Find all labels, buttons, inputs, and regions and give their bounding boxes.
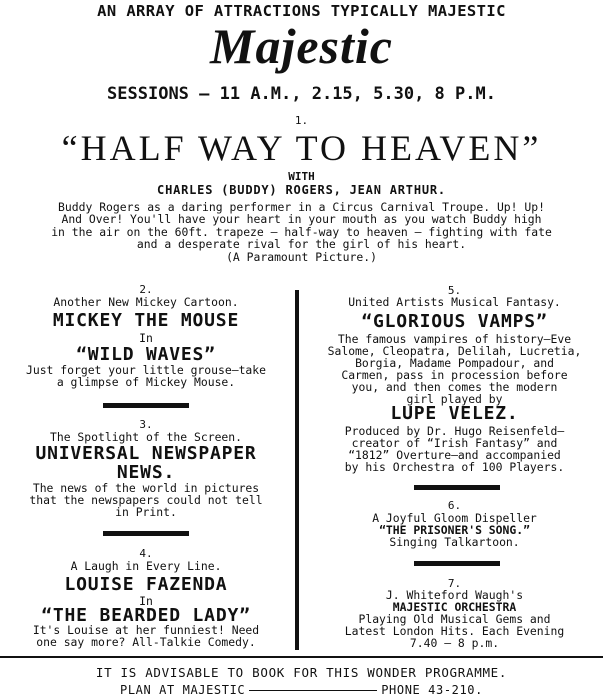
item5-desc-line: Salome, Cleopatra, Delilah, Lucretia,: [327, 344, 582, 358]
column-divider: [295, 290, 299, 650]
feature-desc-line: (A Paramount Picture.): [226, 249, 377, 264]
item2-subtitle: “WILD WAVES”: [76, 344, 216, 365]
feature-desc-line: in the air on the 60ft. trapeze — half-way to heaven — fighting with fate: [51, 224, 552, 239]
item7-desc-line: Latest London Hits. Each Evening: [344, 624, 565, 638]
item4-title: LOUISE FAZENDA: [64, 574, 228, 595]
separator-bar: [414, 561, 500, 566]
item7-intro: J. Whiteford Waugh's: [385, 588, 524, 602]
plan-location: PLAN AT MAJESTIC: [120, 683, 246, 697]
item3-title-line1: UNIVERSAL NEWSPAPER: [35, 443, 257, 464]
item2-desc-line: a glimpse of Mickey Mouse.: [56, 375, 236, 389]
item5-intro: United Artists Musical Fantasy.: [348, 295, 561, 309]
item6-number: 6.: [447, 499, 462, 512]
item6-title: “THE PRISONER'S SONG.”: [379, 523, 530, 537]
item7-number: 7.: [447, 577, 462, 590]
item3-number: 3.: [139, 418, 153, 431]
phone-number: PHONE 43-210.: [381, 683, 483, 697]
item3-desc-line: The news of the world in pictures: [32, 481, 260, 495]
separator-bar: [103, 531, 189, 536]
feature-stars: CHARLES (BUDDY) ROGERS, JEAN ARTHUR.: [157, 183, 446, 197]
item5-credit-line: by his Orchestra of 100 Players.: [344, 460, 565, 474]
separator-bar: [103, 403, 189, 408]
item4-in: In: [139, 594, 153, 608]
leader-rule: [249, 690, 377, 691]
item5-desc-line: Carmen, pass in procession before: [341, 368, 568, 382]
item2-in: In: [139, 331, 153, 345]
item7-desc-line: Playing Old Musical Gems and: [358, 612, 551, 626]
item3-desc-line: that the newspapers could not tell: [29, 493, 263, 507]
item4-desc-line: one say more? All-Talkie Comedy.: [36, 635, 256, 649]
item3-desc-line: in Print.: [115, 505, 177, 519]
item4-desc-line: It's Louise at her funniest! Need: [32, 623, 260, 637]
item2-number: 2.: [139, 283, 153, 296]
booking-advice: IT IS ADVISABLE TO BOOK FOR THIS WONDER PROGRAMME.: [95, 665, 508, 680]
item5-credit-line: “1812” Overture—and accompanied: [348, 448, 561, 462]
separator-bar: [414, 485, 500, 490]
item4-subtitle: “THE BEARDED LADY”: [41, 605, 251, 626]
item5-desc-line: you, and then comes the modern: [351, 380, 558, 394]
item5-number: 5.: [447, 284, 462, 297]
item4-number: 4.: [139, 547, 153, 560]
item5-desc-line: girl played by: [406, 392, 503, 406]
item7-title: MAJESTIC ORCHESTRA: [392, 600, 517, 614]
session-times: SESSIONS — 11 A.M., 2.15, 5.30, 8 P.M.: [107, 84, 496, 104]
item2-title: MICKEY THE MOUSE: [52, 310, 240, 331]
item4-intro: A Laugh in Every Line.: [70, 559, 222, 573]
item5-desc-line: Borgia, Madame Pompadour, and: [355, 356, 554, 370]
feature-with-label: WITH: [288, 170, 315, 183]
item5-credit-line: Produced by Dr. Hugo Reisenfeld—: [344, 424, 565, 438]
item5-credit-line: creator of “Irish Fantasy” and: [351, 436, 558, 450]
item5-title: “GLORIOUS VAMPS”: [361, 311, 548, 332]
theatre-title: Majestic: [210, 18, 393, 74]
item7-desc-line: 7.40 — 8 p.m.: [409, 636, 500, 650]
item6-intro: A Joyful Gloom Dispeller: [372, 511, 537, 525]
item3-title-line2: NEWS.: [116, 462, 176, 483]
feature-description: [0, 201, 603, 263]
item5-star: LUPE VELEZ.: [390, 403, 519, 424]
feature-desc-line: And Over! You'll have your heart in your mouth as you watch Buddy high: [61, 212, 542, 227]
item6-desc: Singing Talkartoon.: [389, 535, 520, 549]
feature-number: 1.: [294, 114, 309, 127]
footer-rule: [0, 656, 603, 658]
feature-desc-line: and a desperate rival for the girl of his heart.: [136, 237, 467, 252]
feature-desc-line: Buddy Rogers as a daring performer in a Circus Carnival Troupe. Up! Up!: [58, 200, 545, 214]
item2-intro: Another New Mickey Cartoon.: [53, 295, 239, 309]
feature-title: “HALF WAY TO HEAVEN”: [61, 128, 542, 168]
item5-desc-line: The famous vampires of history—Eve: [337, 332, 572, 346]
item2-desc-line: Just forget your little grouse—take: [25, 363, 267, 377]
banner-headline: AN ARRAY OF ATTRACTIONS TYPICALLY MAJESTIC: [97, 2, 506, 20]
item3-intro: The Spotlight of the Screen.: [49, 430, 243, 444]
booking-plan-line: [0, 683, 603, 697]
